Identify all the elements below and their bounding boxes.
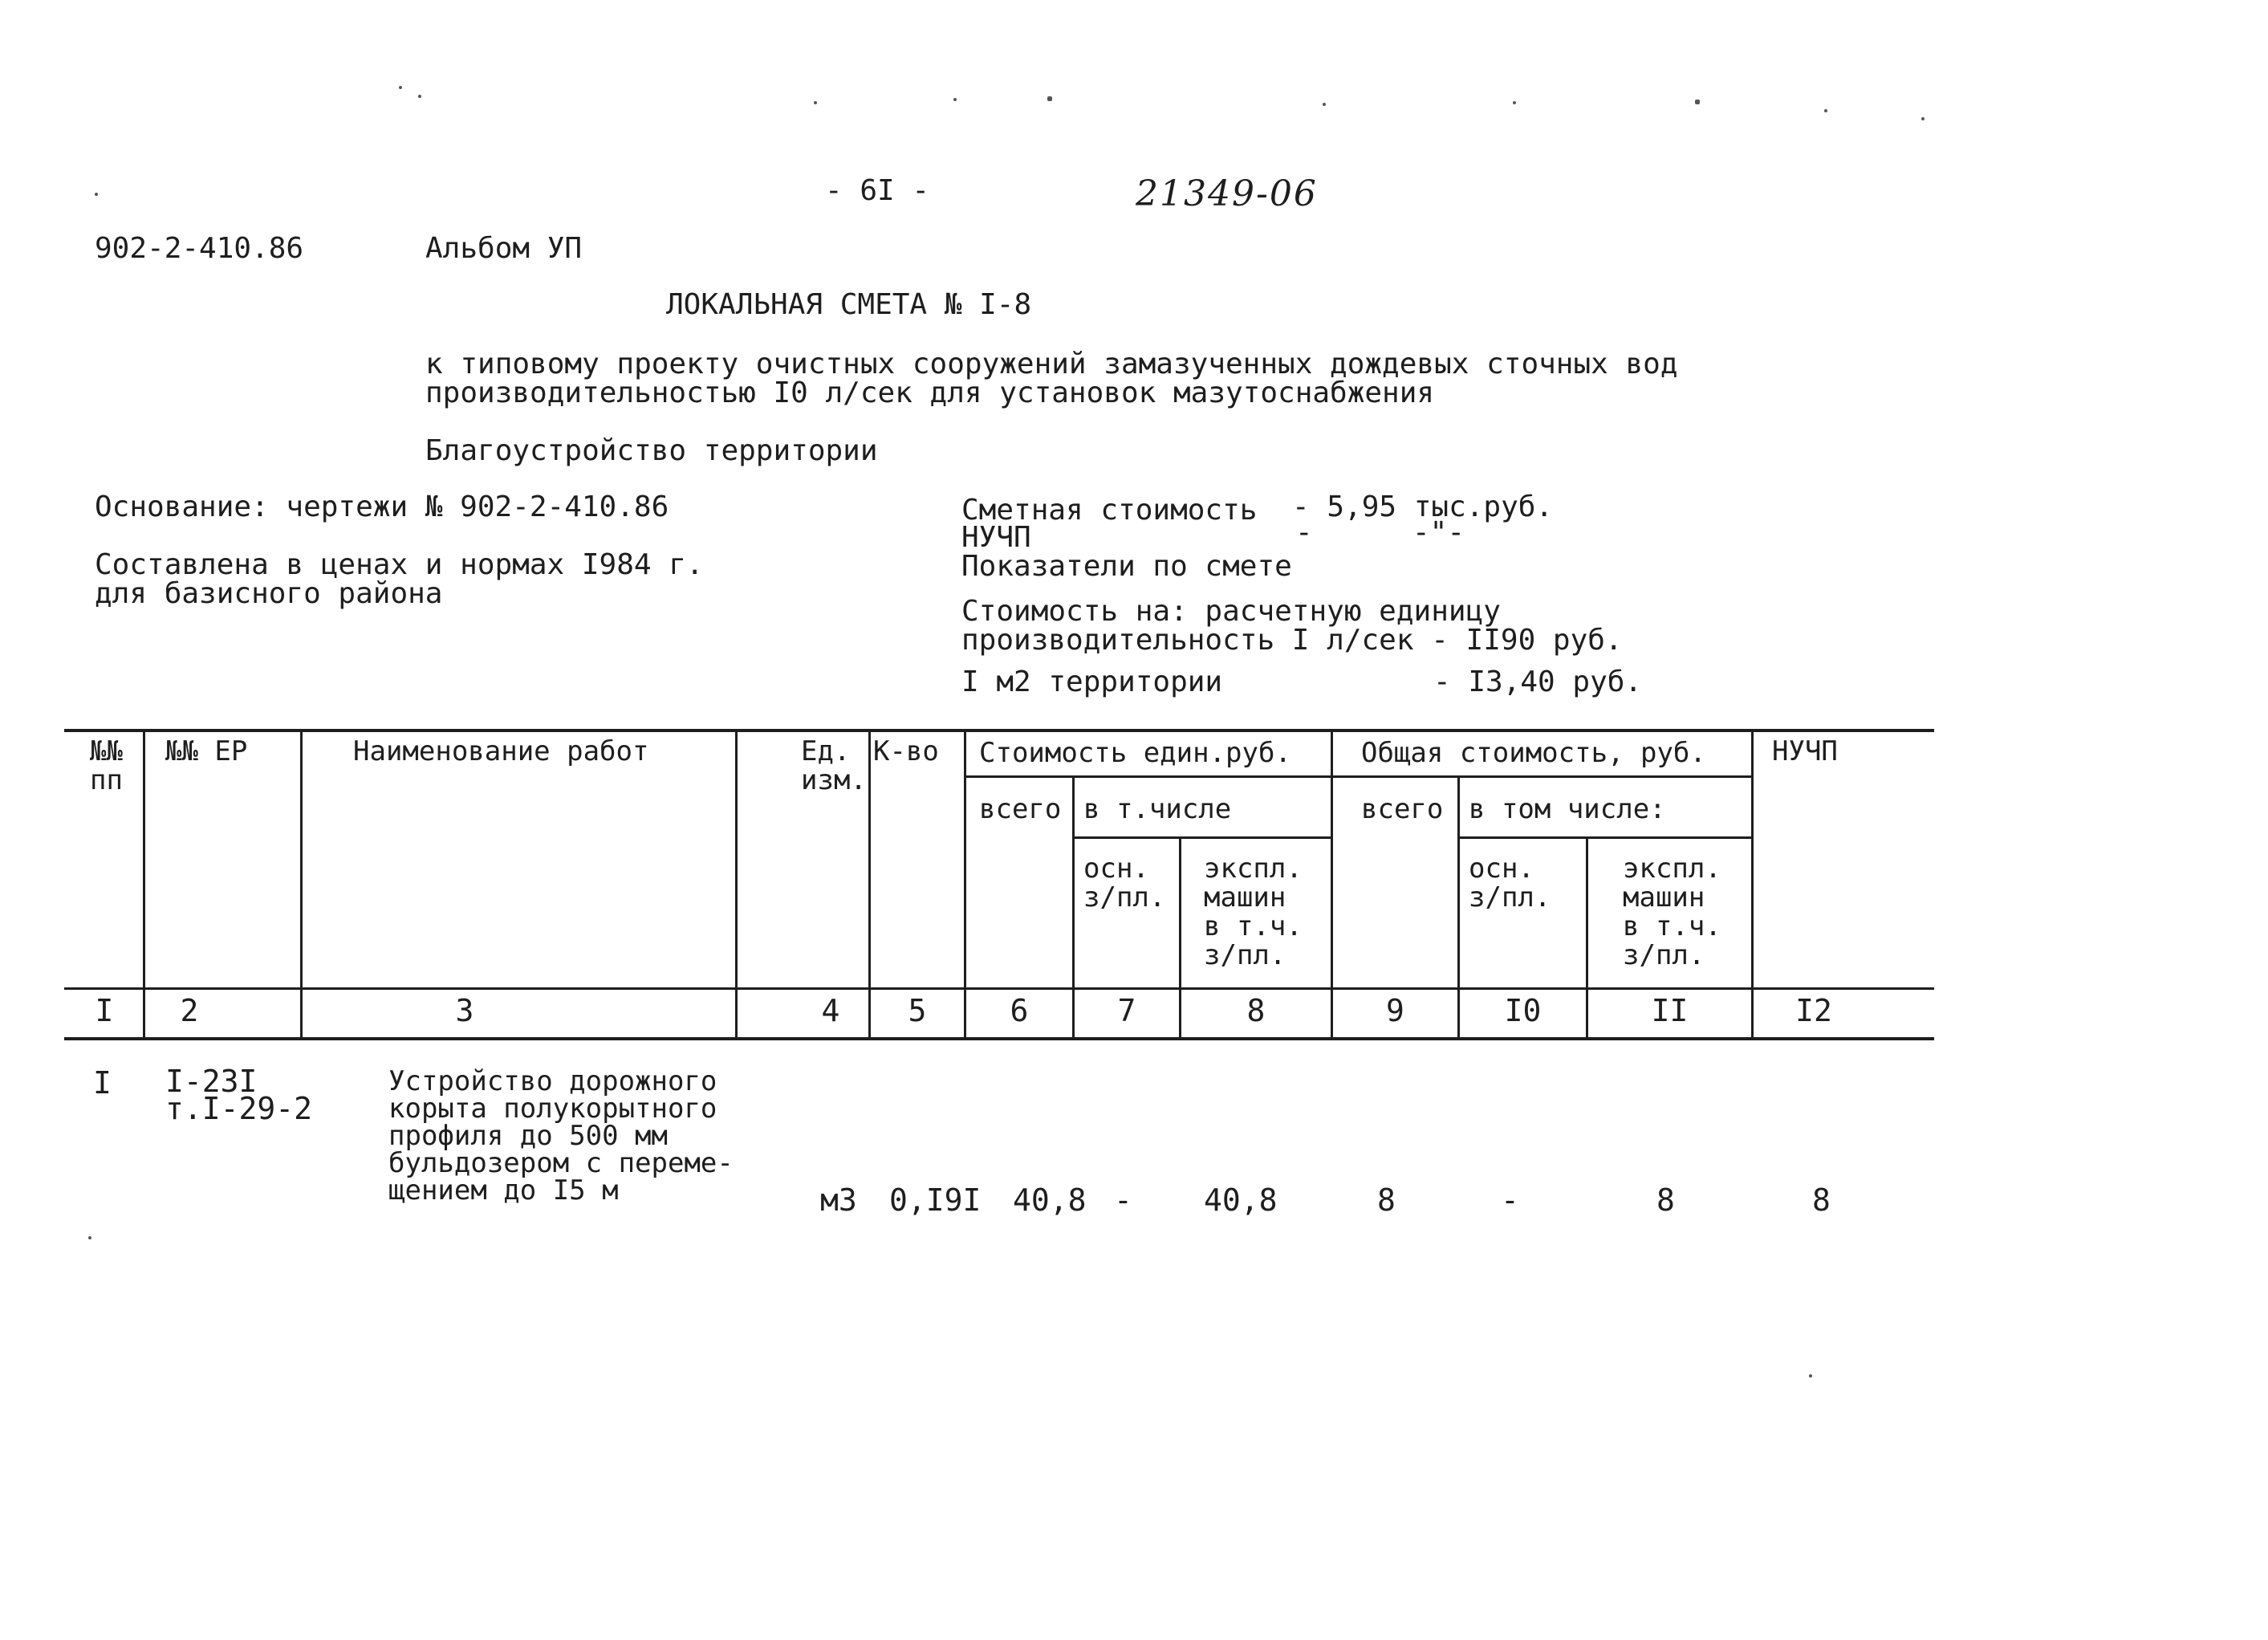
column-number: 5 [908,993,927,1028]
header-nuchp: НУЧП [1772,735,1838,767]
area-value: - I3,40 руб. [1433,665,1643,698]
album-label: Альбом УП [425,232,583,265]
doc-code: 902-2-410.86 [95,232,304,265]
header-unit-cost-group: Стоимость един.руб. [979,737,1291,769]
cost-label: Сметная стоимость [961,494,1258,527]
row-er-code: I-23I т.I-29-2 [165,1064,313,1126]
column-number: 8 [1246,993,1266,1028]
nuchp-label: НУЧП [961,521,1031,554]
area-label: I м2 территории [961,665,1223,698]
row-nuchp: 8 [1812,1182,1831,1218]
section-title: Благоустройство территории [425,434,878,467]
page-number: - 6I - [825,174,930,207]
header-total-wage: осн. з/пл. [1469,853,1551,914]
column-number: 6 [1010,993,1029,1028]
header-total-group: Общая стоимость, руб. [1361,737,1706,769]
indicators-label: Показатели по смете [961,550,1292,583]
column-number: I0 [1504,993,1542,1028]
header-total-total: всего [1361,793,1444,825]
row-unit-machine: 40,8 [1204,1182,1278,1218]
column-number: 7 [1117,993,1136,1028]
header-unit-total: всего [979,793,1062,825]
row-total-machine: 8 [1656,1182,1675,1218]
column-number: 2 [180,993,199,1028]
basis-text: Основание: чертежи № 902-2-410.86 [95,490,669,523]
subtitle-line1: к типовому проекту очистных сооружений замазученных дождевых сточных вод [425,348,1678,380]
unit-cost-line1: Стоимость на: расчетную единицу [961,595,1501,628]
header-quantity: К-во [873,735,939,767]
unit-cost-line2: производительность I л/сек - II90 руб. [961,624,1623,657]
column-number: 3 [455,993,474,1028]
nuchp-dash: - [1295,516,1313,549]
row-unit-wage: - [1114,1182,1132,1218]
row-quantity: 0,I9I [889,1182,982,1218]
header-er-number: №№ ЕР [165,735,248,767]
row-unit-total: 40,8 [1013,1182,1087,1218]
header-unit-incl: в т.числе [1083,793,1232,825]
header-total-incl: в том числе: [1469,793,1666,825]
header-row-number: №№ пп [90,735,123,796]
prices-line1: Составлена в ценах и нормах I984 г. [95,548,704,581]
column-number: 4 [821,993,840,1028]
header-unit-machine: экспл. машин в т.ч. з/пл. [1204,853,1303,971]
row-total-wage: - [1501,1182,1519,1218]
nuchp-ditto: -"- [1412,516,1465,549]
row-total: 8 [1377,1182,1396,1218]
header-unit: Ед. изм. [801,735,867,796]
row-number: I [93,1065,112,1101]
column-number: II [1651,993,1689,1028]
row-unit: м3 [820,1182,857,1218]
column-number: 9 [1386,993,1404,1028]
document-title: ЛОКАЛЬНАЯ СМЕТА № I-8 [666,288,1032,321]
column-number: I [95,993,114,1028]
handwritten-code: 21349-06 [1136,173,1318,214]
header-work-name: Наименование работ [353,735,649,767]
column-number: I2 [1795,993,1832,1028]
row-work-name: Устройство дорожного корыта полукорытного профиля до 500 мм бульдозером с переме- щением до I5 м [388,1065,734,1207]
subtitle-line2: производительностью I0 л/сек для установок мазутоснабжения [425,376,1435,409]
cost-value: - 5,95 тыс.руб. [1292,490,1554,523]
header-total-machine: экспл. машин в т.ч. з/пл. [1623,853,1721,971]
prices-line2: для базисного района [95,577,443,610]
header-unit-wage: осн. з/пл. [1083,853,1166,914]
